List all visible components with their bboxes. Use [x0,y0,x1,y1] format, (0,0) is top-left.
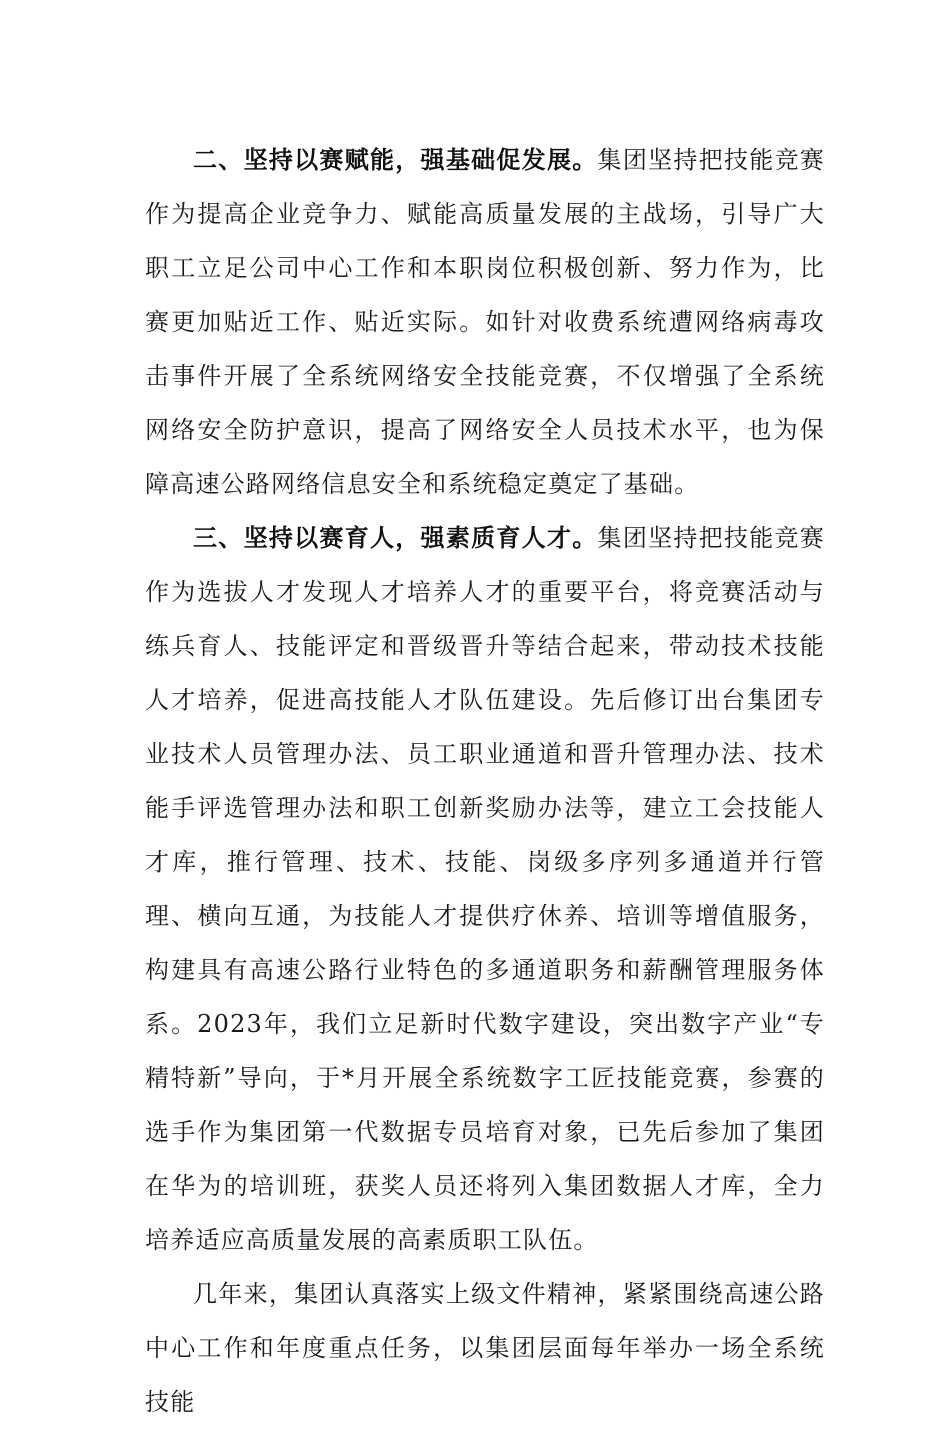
section-two-heading: 二、坚持以赛赋能，强基础促发展。 [193,145,598,174]
paragraph-section-two [145,133,825,511]
section-three-text: 集团坚持把技能竞赛作为选拔人才发现人才培养人才的重要平台，将竞赛活动与练兵育人、技能评定和晋级晋升等结合起来，带动技术技能人才培养，促进高技能人才队伍建设。先后修订出台集团专业技术人员管理办法、员工职业通道和晋升管理办法、技术能手评选管理办法和职工创新奖励办法等，建立工会技能人才库，推行管理、技术、技能、岗级多序列多通道并行管理、横向互通，为技能人才提供疗休养、培训等增值服务，构建具有高速公路行业特色的多通道职务和薪酬管理服务体系。2023年，我们立足新时代数字建设，突出数字产业“专精特新”导向，于*月开展全系统数字工匠技能竞赛，参赛的选手作为集团第一代数据专员培育对象，已先后参加了集团在华为的培训班，获奖人员还将列入集团数据人才库，全力培养适应高质量发展的高素质职工队伍。 [145,524,825,1254]
paragraph-section-three [145,511,825,1267]
summary-text: 几年来，集团认真落实上级文件精神，紧紧围绕高速公路中心工作和年度重点任务，以集团层面每年举办一场全系统技能 [145,1280,825,1416]
paragraph-summary [145,1267,825,1429]
section-three-heading: 三、坚持以赛育人，强素质育人才。 [193,523,598,552]
section-two-text: 集团坚持把技能竞赛作为提高企业竞争力、赋能高质量发展的主战场，引导广大职工立足公司中心工作和本职岗位积极创新、努力作为，比赛更加贴近工作、贴近实际。如针对收费系统遭网络病毒攻击事件开展了全系统网络安全技能竞赛，不仅增强了全系统网络安全防护意识，提高了网络安全人员技术水平，也为保障高速公路网络信息安全和系统稳定奠定了基础。 [145,146,825,498]
document-body [145,133,825,1429]
